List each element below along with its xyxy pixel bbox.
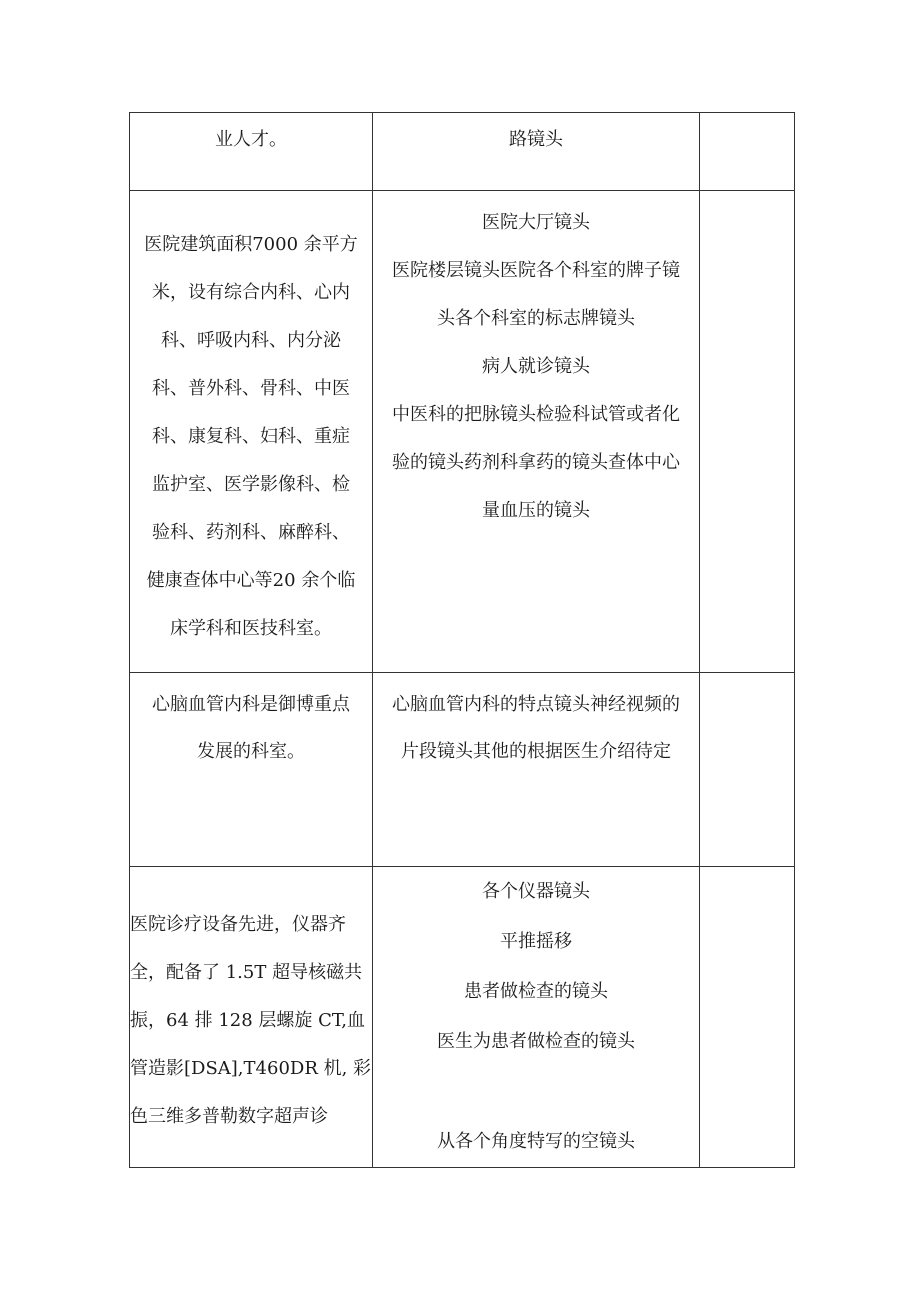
table-row <box>130 191 795 673</box>
cell-text: 医院大厅镜头 医院楼层镜头医院各个科室的牌子镜 头各个科室的标志牌镜头 病人就诊镜头 中医科的把脉镜头检验科试管或者化 验的镜头药剂科拿药的镜头查体中心 量血压的镜头 <box>392 212 680 521</box>
table-cell <box>130 867 373 1168</box>
table-cell <box>130 113 373 191</box>
cell-text: 医院建筑面积7000 余平方 米，设有综合内科、心内 科、呼吸内科、内分泌 科、普外科、骨科、中医 科、康复科、妇科、重症 监护室、医学影像科、检 验科、药剂科、麻醉科、 健康查体中心等20 余个临 床学科和医技科室。 <box>144 234 358 639</box>
cell-text: 路镜头 <box>509 129 563 150</box>
table-cell <box>373 191 700 673</box>
table-cell <box>373 113 700 191</box>
table-row <box>130 113 795 191</box>
table-cell <box>130 673 373 867</box>
table-cell <box>700 191 795 673</box>
table-cell <box>373 867 700 1168</box>
table-row <box>130 673 795 867</box>
cell-text: 业人才。 <box>215 129 287 150</box>
shot-list-table <box>129 112 795 1168</box>
cell-text: 各个仪器镜头 平推摇移 患者做检查的镜头 医生为患者做检查的镜头 从各个角度特写的空镜头 <box>437 881 635 1152</box>
cell-text: 心脑血管内科的特点镜头神经视频的 片段镜头其他的根据医生介绍待定 <box>392 694 680 762</box>
table-cell <box>373 673 700 867</box>
table-row <box>130 867 795 1168</box>
table-cell <box>130 191 373 673</box>
table-cell <box>700 113 795 191</box>
table-cell <box>700 673 795 867</box>
cell-text: 医院诊疗设备先进，仪器齐 全，配备了 1.5T 超导核磁共 振，64 排 128 层螺旋 CT,血 管造影[DSA],T460DR 机, 彩 色三维多普勒数字超声诊 <box>130 914 372 1127</box>
cell-text: 心脑血管内科是御博重点 发展的科室。 <box>152 694 350 762</box>
table-cell <box>700 867 795 1168</box>
